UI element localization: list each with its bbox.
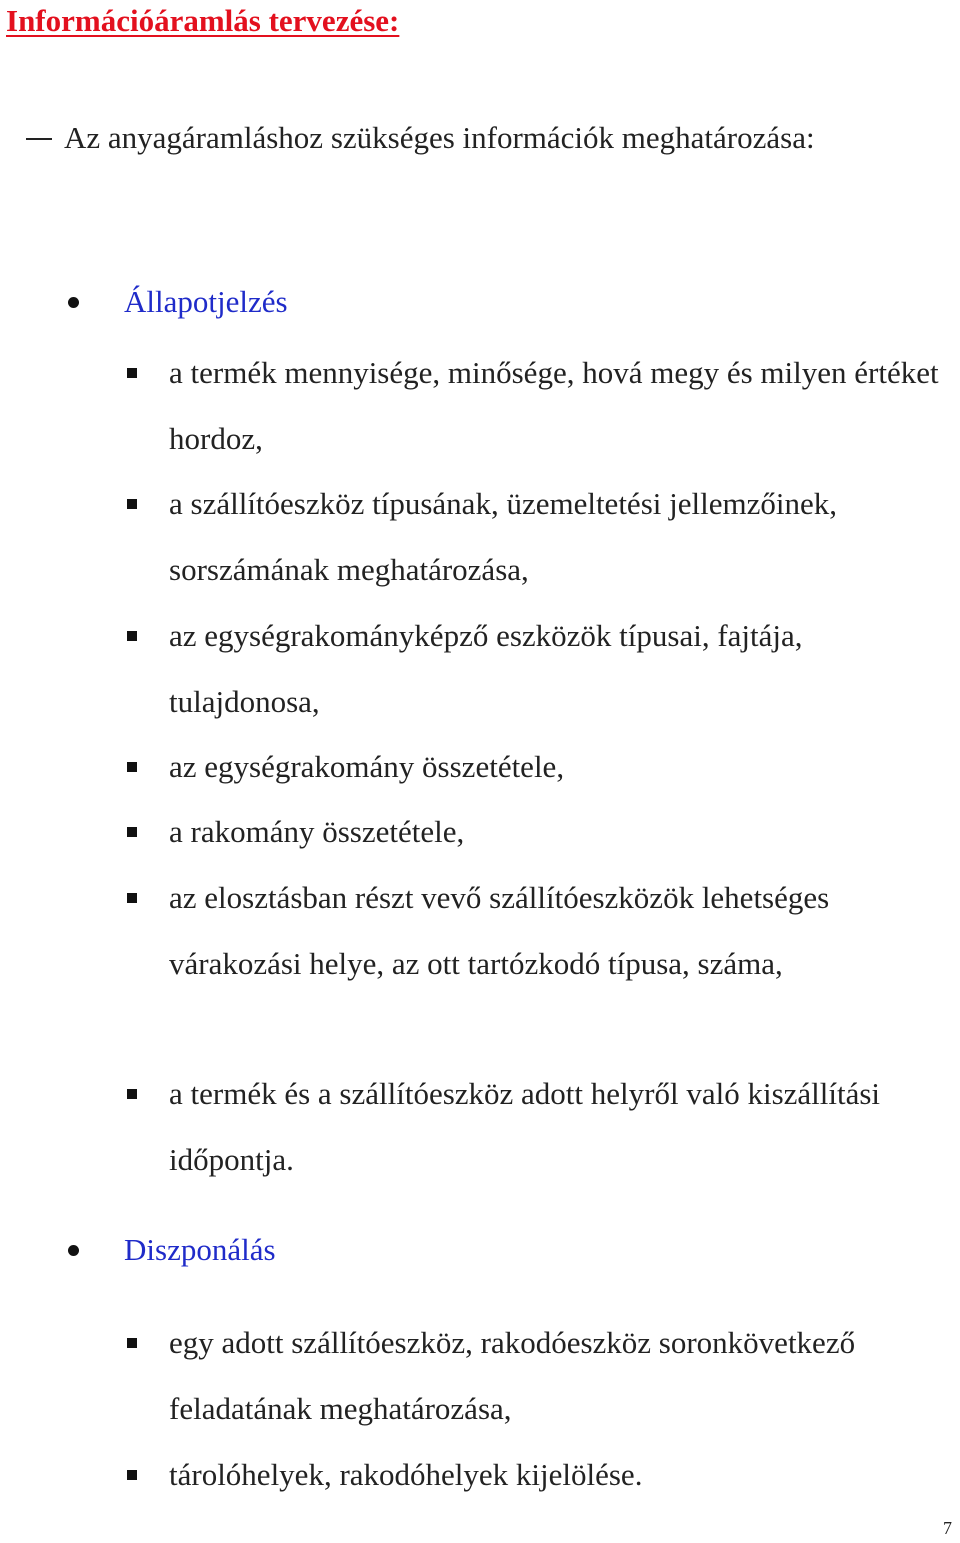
dash-bullet-icon bbox=[26, 138, 52, 140]
page-title: Információáramlás tervezése: bbox=[6, 3, 400, 38]
section-heading: Állapotjelzés bbox=[124, 284, 288, 319]
square-bullet-icon bbox=[127, 631, 137, 641]
list-item-text: az elosztásban részt vevő szállítóeszközök lehetséges várakozási helye, az ott tartózkodó típusa, száma, bbox=[169, 880, 830, 981]
intro-text: Az anyagáramláshoz szükséges információk meghatározása: bbox=[64, 120, 815, 155]
list-item-text: egy adott szállítóeszköz, rakodóeszköz soronkövetkező feladatának meghatározása, bbox=[169, 1325, 856, 1426]
list-item-text: a szállítóeszköz típusának, üzemeltetési jellemzőinek, sorszámának meghatározása, bbox=[169, 486, 837, 587]
square-bullet-icon bbox=[127, 827, 137, 837]
page-number: 7 bbox=[943, 1518, 952, 1538]
list-item-text: a termék mennyisége, minősége, hová megy és milyen értéket hordoz, bbox=[169, 355, 939, 456]
square-bullet-icon bbox=[127, 499, 137, 509]
list-item-text: a rakomány összetétele, bbox=[169, 814, 465, 849]
square-bullet-icon bbox=[127, 762, 137, 772]
square-bullet-icon bbox=[127, 1089, 137, 1099]
list-item-text: a termék és a szállítóeszköz adott helyről való kiszállítási időpontja. bbox=[169, 1076, 881, 1177]
round-bullet-icon bbox=[68, 297, 79, 308]
list-item-text: az egységrakomány összetétele, bbox=[169, 749, 565, 784]
list-item-text: tárolóhelyek, rakodóhelyek kijelölése. bbox=[169, 1457, 643, 1492]
list-item-text: az egységrakományképző eszközök típusai, fajtája, tulajdonosa, bbox=[169, 618, 803, 719]
square-bullet-icon bbox=[127, 893, 137, 903]
section-heading: Diszponálás bbox=[124, 1232, 276, 1267]
square-bullet-icon bbox=[127, 1338, 137, 1348]
round-bullet-icon bbox=[68, 1245, 79, 1256]
square-bullet-icon bbox=[127, 368, 137, 378]
square-bullet-icon bbox=[127, 1470, 137, 1480]
